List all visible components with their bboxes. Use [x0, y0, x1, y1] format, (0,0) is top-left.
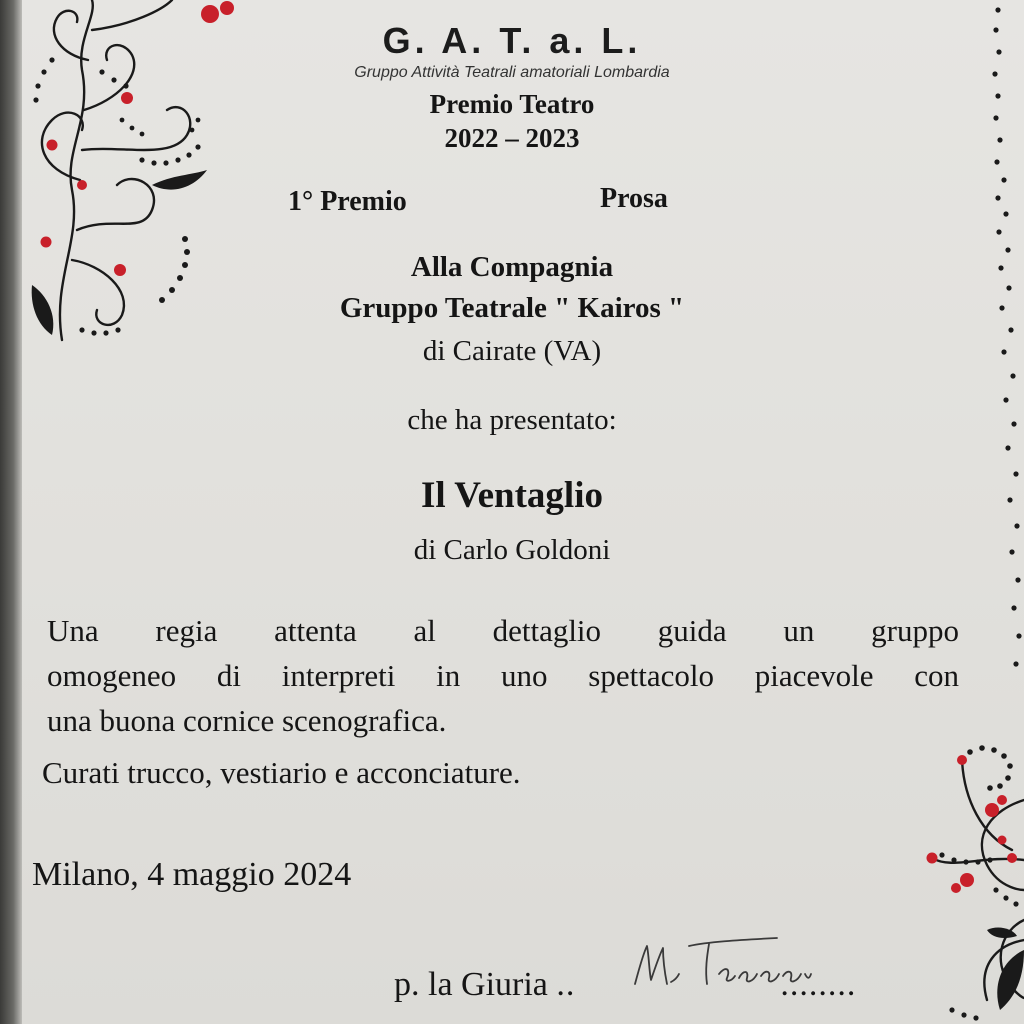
- certificate-page: [22, 0, 1024, 1024]
- signature-dots-after: ........: [780, 966, 857, 1003]
- company-location: di Cairate (VA): [422, 335, 602, 367]
- presentation-intro: che ha presentato:: [407, 404, 617, 436]
- show-title: Il Ventaglio: [421, 475, 603, 516]
- motivation-line: una buona cornice scenografica.: [47, 703, 447, 738]
- organization-full-name: Gruppo Attività Teatrali amatoriali Lombardia: [354, 64, 670, 81]
- motivation-line: omogeneo di interpreti in uno spettacolo piacevole con: [47, 658, 959, 693]
- award-category: Prosa: [600, 183, 668, 214]
- jury-label: p. la Giuria: [394, 966, 548, 1003]
- handwritten-signature-icon: [627, 934, 827, 994]
- signature-dots-before: ..: [556, 966, 576, 1003]
- motivation-note: Curati trucco, vestiario e acconciature.: [42, 755, 521, 790]
- award-motivation: [47, 608, 959, 743]
- award-season: 2022 – 2023: [444, 123, 580, 153]
- award-title: Premio Teatro: [429, 89, 595, 119]
- dedication-line: Alla Compagnia: [410, 251, 614, 283]
- motivation-line: Una regia attenta al dettaglio guida un gruppo: [47, 613, 959, 648]
- show-author: di Carlo Goldoni: [413, 534, 611, 566]
- award-rank: 1° Premio: [288, 186, 407, 217]
- organization-acronym: G. A. T. a. L.: [382, 20, 642, 61]
- place-and-date: Milano, 4 maggio 2024: [32, 856, 352, 893]
- bottom-right-floral-ornament-icon: [892, 740, 1024, 1024]
- photo-background-edge: [0, 0, 22, 1024]
- company-name: Gruppo Teatrale " Kairos ": [339, 292, 685, 324]
